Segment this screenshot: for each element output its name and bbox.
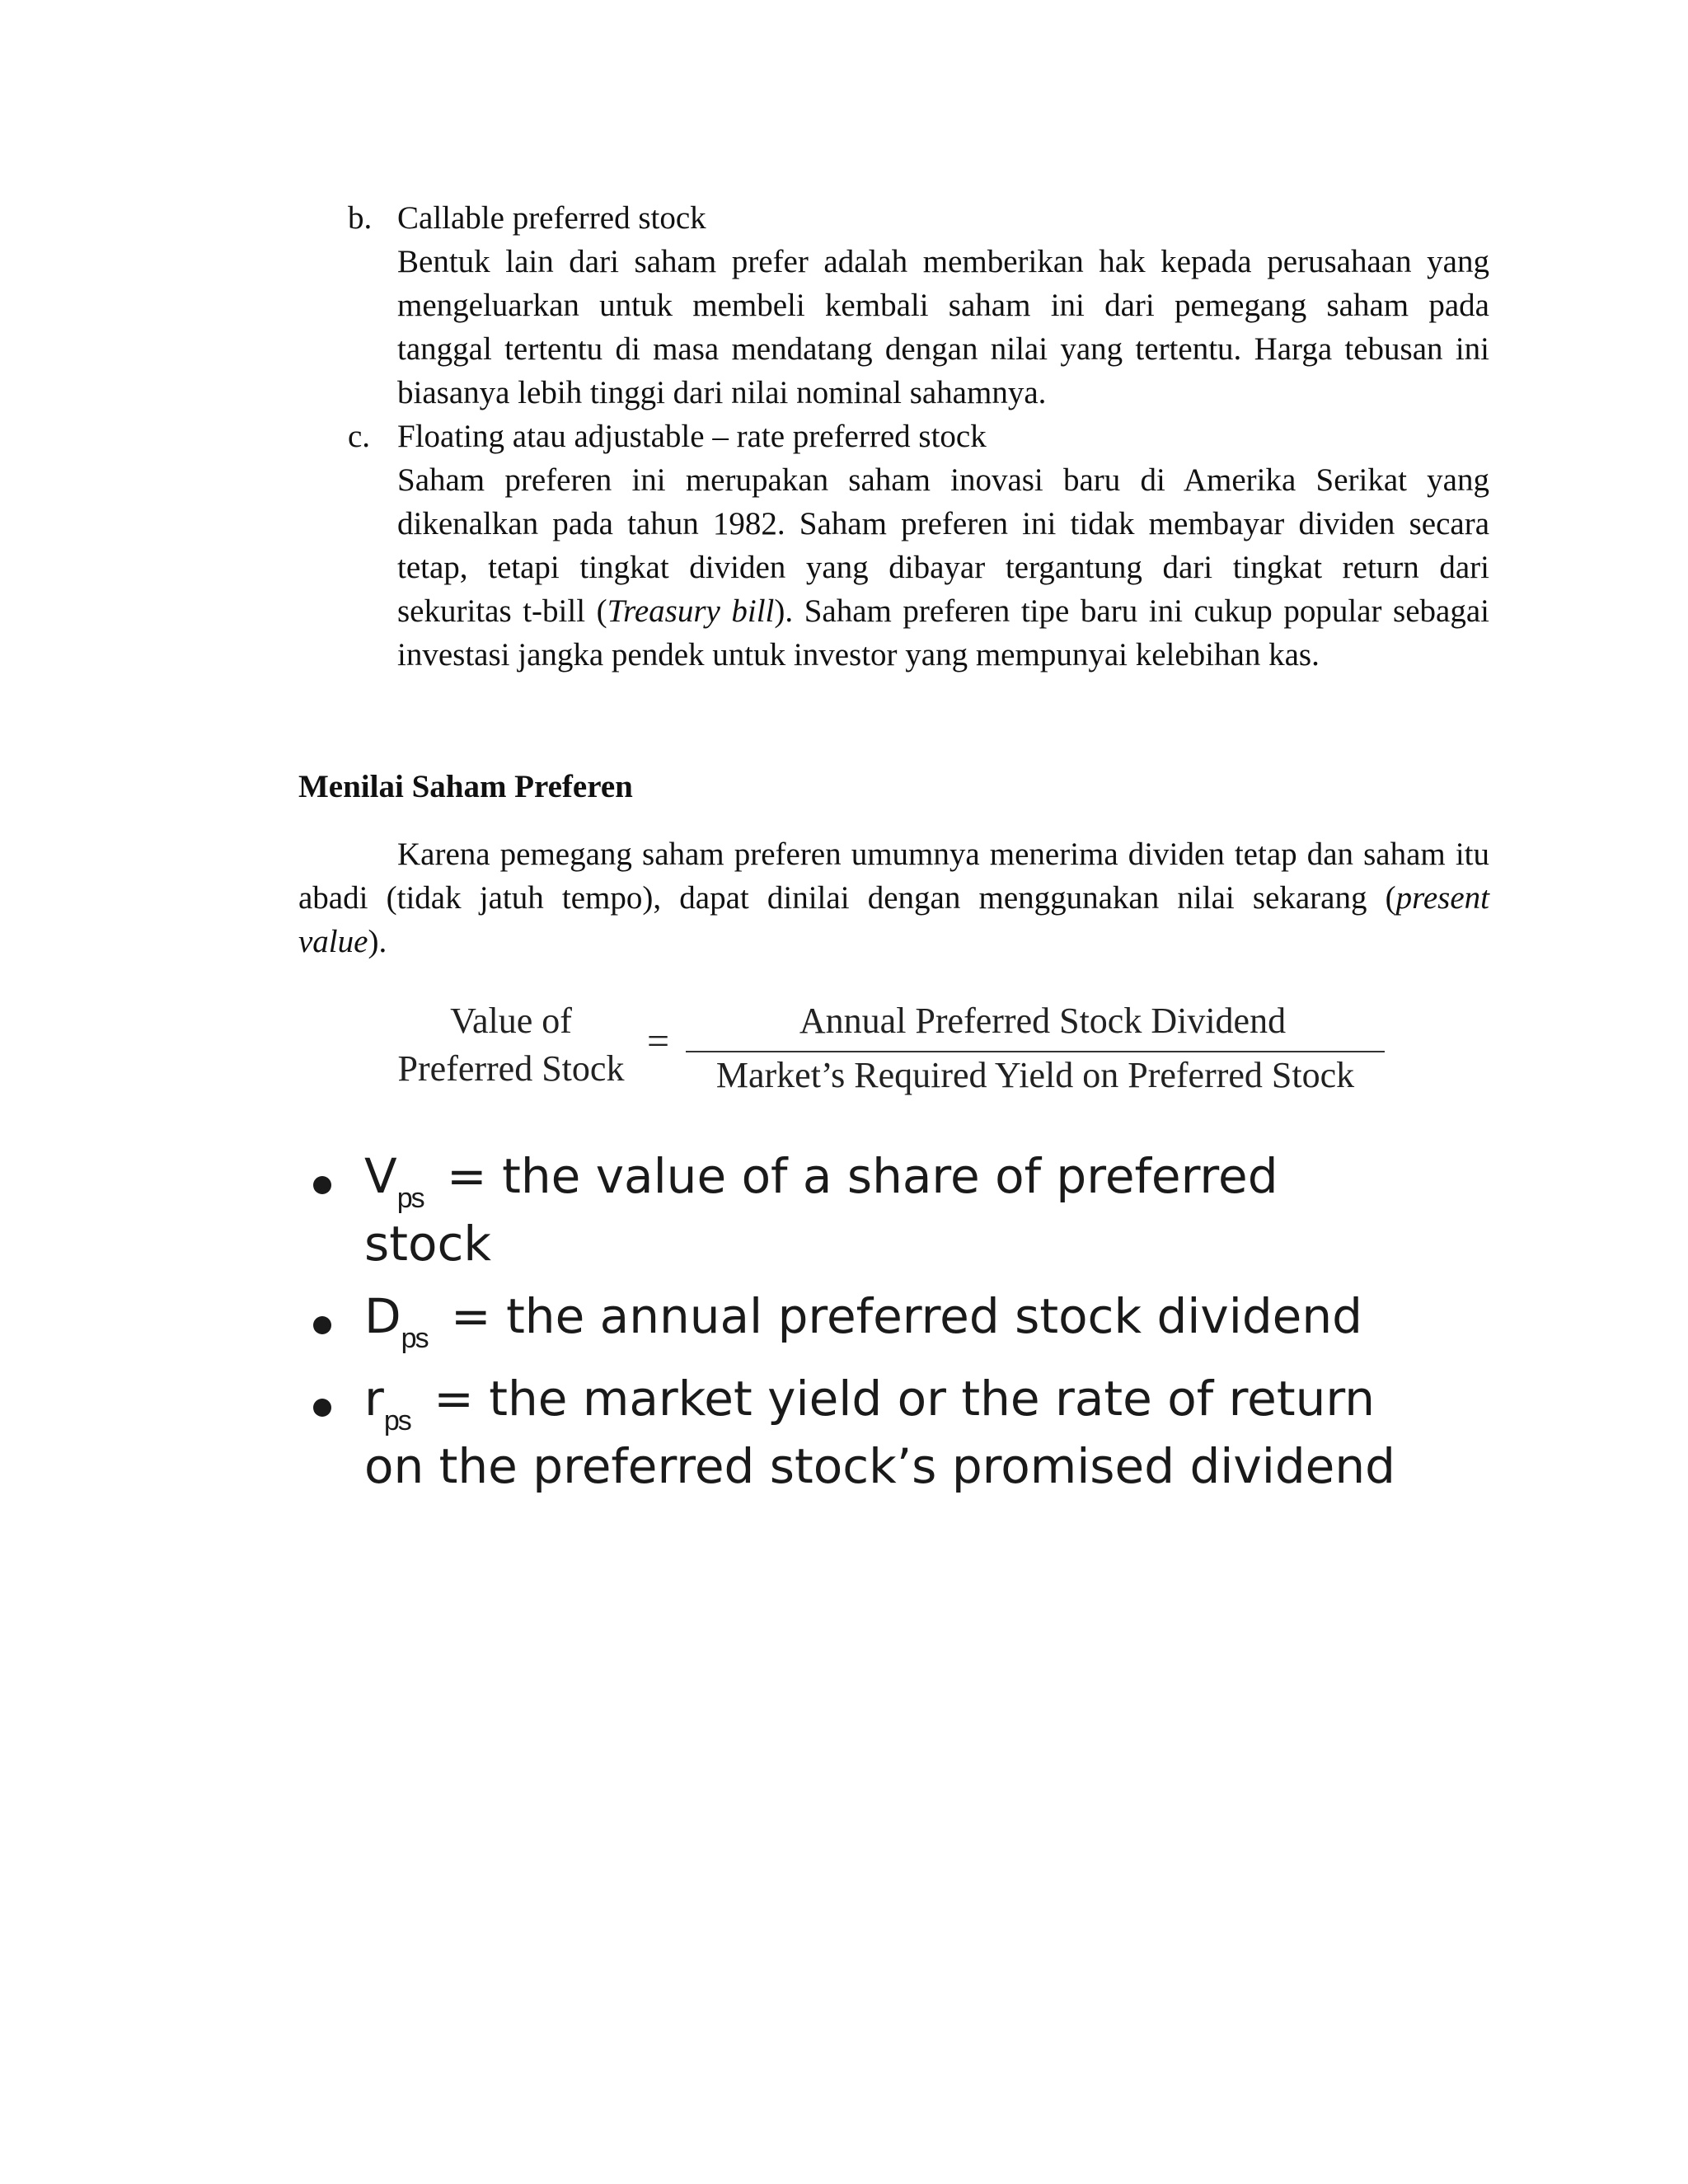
formula-lhs-line: Value of	[450, 1001, 572, 1041]
body-text-italic: Treasury bill	[607, 593, 775, 629]
list-item-heading: Floating atau adjustable – rate preferred stock	[397, 419, 987, 454]
body-text: sekuritas t-bill (	[397, 593, 607, 629]
section-paragraph	[298, 832, 1489, 963]
definition-continuation: stock	[364, 1216, 491, 1272]
list-marker: b.	[348, 200, 373, 236]
definition-line	[364, 1364, 1375, 1441]
definition-line	[364, 1282, 1362, 1358]
definition-text: = the annual preferred stock dividend	[451, 1288, 1362, 1344]
paragraph-line	[298, 876, 1489, 920]
body-line: Saham preferen ini merupakan saham inovasi baru di Amerika Serikat yang	[397, 462, 1489, 498]
variable-symbol: D	[364, 1288, 401, 1344]
paragraph-line: Karena pemegang saham preferen umumnya menerima dividen tetap dan saham itu	[397, 837, 1489, 872]
list-item-body	[397, 240, 1489, 415]
formula-denominator: Market’s Required Yield on Preferred Stock	[715, 1055, 1355, 1095]
formula-lhs-line: Preferred Stock	[397, 1048, 625, 1089]
body-line-mixed	[397, 589, 1489, 633]
bullet-dot	[313, 1399, 331, 1417]
definition-text: = the market yield or the rate of return	[434, 1371, 1375, 1427]
formula-lhs	[379, 997, 643, 1093]
section-heading: Menilai Saham Preferen	[298, 769, 633, 804]
body-line: dikenalkan pada tahun 1982. Saham preferen ini tidak membayar dividen secara	[397, 506, 1489, 541]
body-text: ). Saham preferen tipe baru ini cukup popular sebagai	[774, 593, 1489, 629]
variable-subscript: ps	[401, 1323, 428, 1354]
paragraph-text-italic: value	[298, 924, 368, 959]
definition-text: = the value of a share of preferred	[447, 1148, 1278, 1204]
formula-equals: =	[647, 1019, 670, 1063]
paragraph-text: ).	[368, 924, 387, 959]
variable-symbol: V	[364, 1148, 397, 1204]
preferred-stock-value-formula	[379, 997, 1393, 1104]
paragraph-text-italic: present	[1395, 880, 1489, 916]
list-marker: c.	[348, 419, 371, 454]
variable-symbol: r	[364, 1371, 384, 1427]
bullet-dot	[313, 1176, 331, 1194]
variable-subscript: ps	[383, 1405, 410, 1436]
paragraph-line	[298, 920, 1489, 963]
variable-subscript: ps	[396, 1183, 424, 1214]
body-line: biasanya lebih tinggi dari nilai nominal sahamnya.	[397, 375, 1047, 410]
bullet-dot	[313, 1316, 331, 1334]
body-line: mengeluarkan untuk membeli kembali saham ini dari pemegang saham pada	[397, 288, 1489, 323]
body-line: investasi jangka pendek untuk investor yang mempunyai kelebihan kas.	[397, 637, 1320, 673]
body-line: tetap, tetapi tingkat dividen yang dibayar tergantung dari tingkat return dari	[397, 550, 1489, 585]
definition-line	[364, 1141, 1278, 1218]
list-item-body	[397, 458, 1489, 677]
body-line: tanggal tertentu di masa mendatang dengan nilai yang tertentu. Harga tebusan ini	[397, 331, 1489, 367]
body-line: Bentuk lain dari saham prefer adalah memberikan hak kepada perusahaan yang	[397, 244, 1489, 279]
paragraph-text: abadi (tidak jatuh tempo), dapat dinilai dengan menggunakan nilai sekarang (	[298, 880, 1396, 916]
list-item-heading: Callable preferred stock	[397, 200, 706, 236]
formula-numerator: Annual Preferred Stock Dividend	[799, 1001, 1287, 1041]
definition-continuation: on the preferred stock’s promised dividend	[364, 1438, 1395, 1494]
